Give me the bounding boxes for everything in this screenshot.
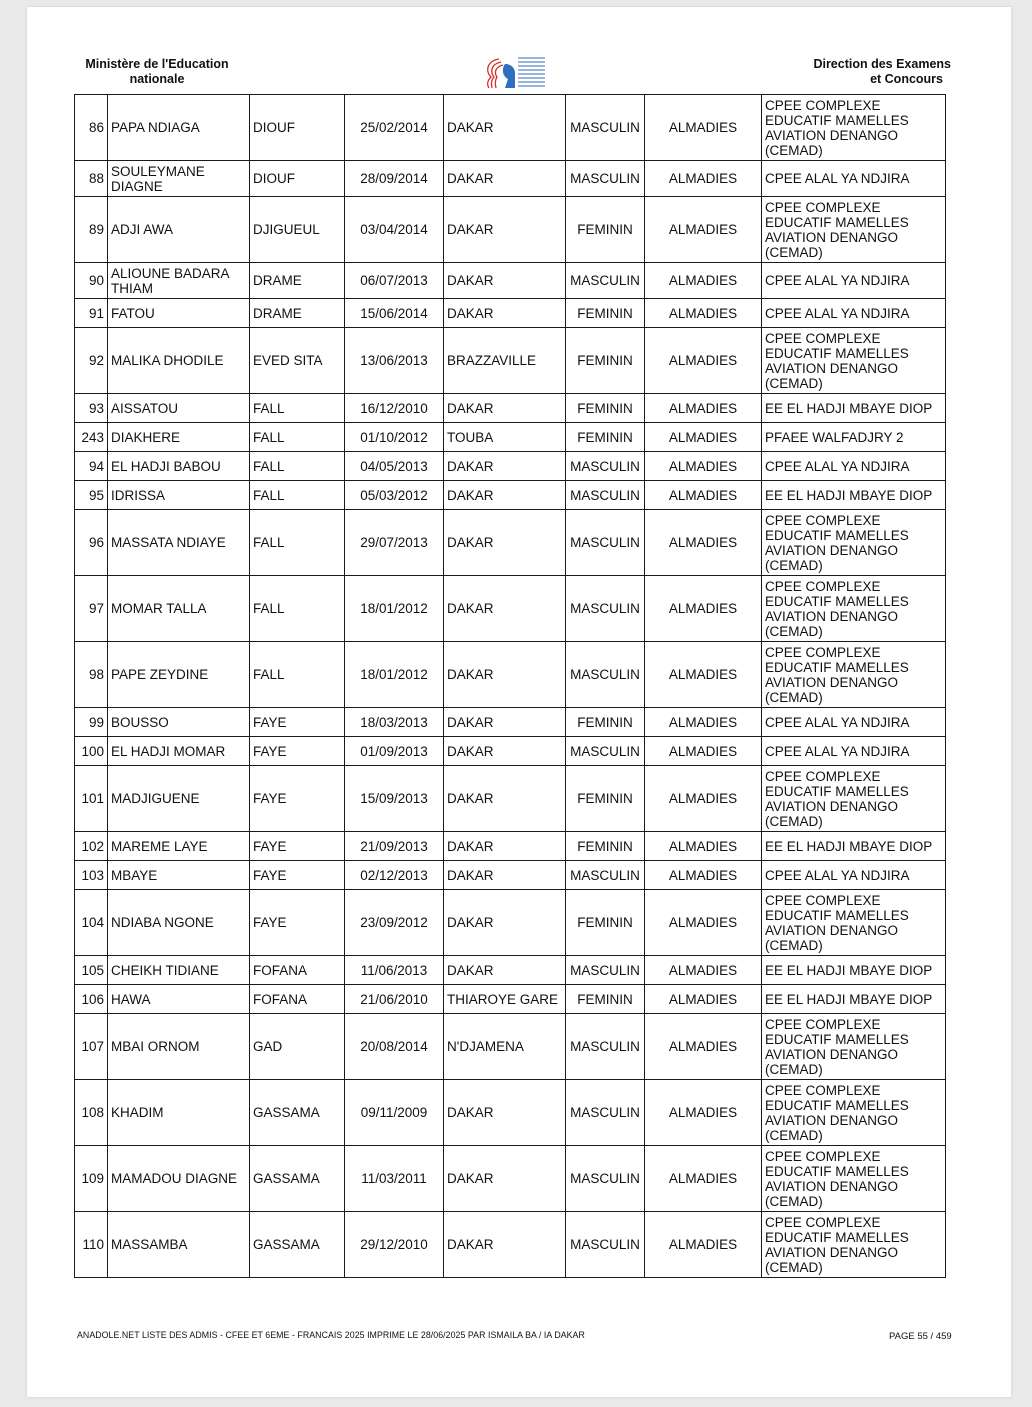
exam-center-cell: ALMADIES — [645, 890, 762, 956]
birth-place-cell: DAKAR — [444, 956, 566, 985]
sex-cell: FEMININ — [566, 766, 645, 832]
school-cell: CPEE COMPLEXE EDUCATIF MAMELLES AVIATION DENANGO (CEMAD) — [762, 1014, 946, 1080]
sex-cell: MASCULIN — [566, 861, 645, 890]
school-cell: CPEE COMPLEXE EDUCATIF MAMELLES AVIATION DENANGO (CEMAD) — [762, 1146, 946, 1212]
row-number: 100 — [75, 737, 108, 766]
first-name-cell: PAPE ZEYDINE — [108, 642, 250, 708]
table-row — [75, 861, 946, 890]
first-name-cell: MAREME LAYE — [108, 832, 250, 861]
exam-center-cell: ALMADIES — [645, 1212, 762, 1278]
exam-center-cell: ALMADIES — [645, 197, 762, 263]
exam-center-cell: ALMADIES — [645, 423, 762, 452]
last-name-cell: GAD — [250, 1014, 345, 1080]
exam-center-cell: ALMADIES — [645, 481, 762, 510]
birth-date-cell: 21/09/2013 — [345, 832, 444, 861]
birth-date-cell: 09/11/2009 — [345, 1080, 444, 1146]
exam-center-cell: ALMADIES — [645, 576, 762, 642]
exam-center-cell: ALMADIES — [645, 510, 762, 576]
first-name-cell: SOULEYMANE DIAGNE — [108, 161, 250, 197]
last-name-cell: FALL — [250, 394, 345, 423]
last-name-cell: FAYE — [250, 861, 345, 890]
row-number: 243 — [75, 423, 108, 452]
document-page — [27, 7, 1011, 1397]
birth-place-cell: DAKAR — [444, 197, 566, 263]
table-row — [75, 452, 946, 481]
first-name-cell: KHADIM — [108, 1080, 250, 1146]
table-row — [75, 95, 946, 161]
birth-place-cell: THIAROYE GARE — [444, 985, 566, 1014]
row-number: 104 — [75, 890, 108, 956]
row-number: 106 — [75, 985, 108, 1014]
sex-cell: MASCULIN — [566, 642, 645, 708]
page-number: PAGE 55 / 459 — [889, 1331, 952, 1342]
sex-cell: MASCULIN — [566, 1212, 645, 1278]
school-cell: CPEE ALAL YA NDJIRA — [762, 708, 946, 737]
birth-date-cell: 28/09/2014 — [345, 161, 444, 197]
row-number: 94 — [75, 452, 108, 481]
table-row — [75, 890, 946, 956]
birth-date-cell: 29/07/2013 — [345, 510, 444, 576]
birth-date-cell: 01/09/2013 — [345, 737, 444, 766]
last-name-cell: DRAME — [250, 299, 345, 328]
table-row — [75, 328, 946, 394]
row-number: 103 — [75, 861, 108, 890]
table-row — [75, 832, 946, 861]
birth-place-cell: DAKAR — [444, 263, 566, 299]
row-number: 92 — [75, 328, 108, 394]
birth-date-cell: 02/12/2013 — [345, 861, 444, 890]
birth-place-cell: DAKAR — [444, 708, 566, 737]
exam-center-cell: ALMADIES — [645, 766, 762, 832]
birth-date-cell: 29/12/2010 — [345, 1212, 444, 1278]
sex-cell: FEMININ — [566, 328, 645, 394]
row-number: 107 — [75, 1014, 108, 1080]
table-row — [75, 394, 946, 423]
row-number: 105 — [75, 956, 108, 985]
table-row — [75, 1080, 946, 1146]
school-cell: CPEE ALAL YA NDJIRA — [762, 263, 946, 299]
birth-place-cell: BRAZZAVILLE — [444, 328, 566, 394]
footer-note: ANADOLE.NET LISTE DES ADMIS - CFEE ET 6EME - FRANCAIS 2025 IMPRIME LE 28/06/2025 PAR ISMAILA BA / IA DAKAR — [77, 1330, 585, 1340]
last-name-cell: FOFANA — [250, 956, 345, 985]
last-name-cell: DJIGUEUL — [250, 197, 345, 263]
row-number: 101 — [75, 766, 108, 832]
exam-center-cell: ALMADIES — [645, 95, 762, 161]
last-name-cell: FAYE — [250, 766, 345, 832]
birth-place-cell: DAKAR — [444, 576, 566, 642]
sex-cell: FEMININ — [566, 985, 645, 1014]
table-row — [75, 510, 946, 576]
school-cell: CPEE ALAL YA NDJIRA — [762, 299, 946, 328]
sex-cell: FEMININ — [566, 394, 645, 423]
last-name-cell: FALL — [250, 576, 345, 642]
row-number: 95 — [75, 481, 108, 510]
birth-date-cell: 11/03/2011 — [345, 1146, 444, 1212]
last-name-cell: FOFANA — [250, 985, 345, 1014]
first-name-cell: PAPA NDIAGA — [108, 95, 250, 161]
first-name-cell: MBAI ORNOM — [108, 1014, 250, 1080]
last-name-cell: DIOUF — [250, 95, 345, 161]
sex-cell: MASCULIN — [566, 263, 645, 299]
school-cell: CPEE COMPLEXE EDUCATIF MAMELLES AVIATION DENANGO (CEMAD) — [762, 197, 946, 263]
last-name-cell: FALL — [250, 481, 345, 510]
first-name-cell: CHEIKH TIDIANE — [108, 956, 250, 985]
table-row — [75, 1212, 946, 1278]
birth-place-cell: DAKAR — [444, 161, 566, 197]
last-name-cell: FALL — [250, 642, 345, 708]
first-name-cell: MOMAR TALLA — [108, 576, 250, 642]
last-name-cell: FALL — [250, 452, 345, 481]
exam-center-cell: ALMADIES — [645, 737, 762, 766]
birth-date-cell: 03/04/2014 — [345, 197, 444, 263]
birth-place-cell: DAKAR — [444, 299, 566, 328]
school-cell: PFAEE WALFADJRY 2 — [762, 423, 946, 452]
sex-cell: FEMININ — [566, 890, 645, 956]
last-name-cell: FAYE — [250, 832, 345, 861]
last-name-cell: FAYE — [250, 708, 345, 737]
first-name-cell: HAWA — [108, 985, 250, 1014]
birth-date-cell: 05/03/2012 — [345, 481, 444, 510]
last-name-cell: FALL — [250, 423, 345, 452]
first-name-cell: MADJIGUENE — [108, 766, 250, 832]
birth-date-cell: 06/07/2013 — [345, 263, 444, 299]
sex-cell: MASCULIN — [566, 956, 645, 985]
table-row — [75, 737, 946, 766]
row-number: 99 — [75, 708, 108, 737]
first-name-cell: MAMADOU DIAGNE — [108, 1146, 250, 1212]
sex-cell: MASCULIN — [566, 1080, 645, 1146]
table-row — [75, 299, 946, 328]
birth-place-cell: DAKAR — [444, 861, 566, 890]
first-name-cell: AISSATOU — [108, 394, 250, 423]
birth-date-cell: 25/02/2014 — [345, 95, 444, 161]
birth-date-cell: 16/12/2010 — [345, 394, 444, 423]
sex-cell: FEMININ — [566, 832, 645, 861]
birth-place-cell: DAKAR — [444, 481, 566, 510]
school-cell: EE EL HADJI MBAYE DIOP — [762, 481, 946, 510]
school-cell: CPEE COMPLEXE EDUCATIF MAMELLES AVIATION DENANGO (CEMAD) — [762, 576, 946, 642]
school-cell: CPEE COMPLEXE EDUCATIF MAMELLES AVIATION DENANGO (CEMAD) — [762, 95, 946, 161]
school-cell: CPEE COMPLEXE EDUCATIF MAMELLES AVIATION DENANGO (CEMAD) — [762, 328, 946, 394]
exam-center-cell: ALMADIES — [645, 956, 762, 985]
school-cell: EE EL HADJI MBAYE DIOP — [762, 832, 946, 861]
birth-place-cell: TOUBA — [444, 423, 566, 452]
sex-cell: FEMININ — [566, 423, 645, 452]
exam-center-cell: ALMADIES — [645, 263, 762, 299]
row-number: 93 — [75, 394, 108, 423]
row-number: 91 — [75, 299, 108, 328]
row-number: 109 — [75, 1146, 108, 1212]
exam-center-cell: ALMADIES — [645, 861, 762, 890]
table-row — [75, 956, 946, 985]
birth-place-cell: N'DJAMENA — [444, 1014, 566, 1080]
sex-cell: MASCULIN — [566, 481, 645, 510]
exam-center-cell: ALMADIES — [645, 452, 762, 481]
first-name-cell: DIAKHERE — [108, 423, 250, 452]
first-name-cell: MALIKA DHODILE — [108, 328, 250, 394]
first-name-cell: ALIOUNE BADARA THIAM — [108, 263, 250, 299]
sex-cell: MASCULIN — [566, 510, 645, 576]
row-number: 97 — [75, 576, 108, 642]
first-name-cell: MASSAMBA — [108, 1212, 250, 1278]
row-number: 89 — [75, 197, 108, 263]
school-cell: EE EL HADJI MBAYE DIOP — [762, 985, 946, 1014]
table-row — [75, 161, 946, 197]
birth-date-cell: 04/05/2013 — [345, 452, 444, 481]
school-cell: CPEE COMPLEXE EDUCATIF MAMELLES AVIATION DENANGO (CEMAD) — [762, 1212, 946, 1278]
last-name-cell: GASSAMA — [250, 1212, 345, 1278]
school-cell: CPEE COMPLEXE EDUCATIF MAMELLES AVIATION DENANGO (CEMAD) — [762, 890, 946, 956]
exam-center-cell: ALMADIES — [645, 985, 762, 1014]
direction-title — [751, 57, 951, 87]
table-row — [75, 1146, 946, 1212]
birth-date-cell: 20/08/2014 — [345, 1014, 444, 1080]
first-name-cell: MASSATA NDIAYE — [108, 510, 250, 576]
direction-title-line1: Direction des Examens — [813, 57, 951, 71]
exam-center-cell: ALMADIES — [645, 394, 762, 423]
school-cell: CPEE COMPLEXE EDUCATIF MAMELLES AVIATION DENANGO (CEMAD) — [762, 510, 946, 576]
table-row — [75, 985, 946, 1014]
table-row — [75, 197, 946, 263]
sex-cell: MASCULIN — [566, 452, 645, 481]
sex-cell: MASCULIN — [566, 1014, 645, 1080]
exam-center-cell: ALMADIES — [645, 161, 762, 197]
ministry-logo-icon — [479, 55, 549, 89]
sex-cell: FEMININ — [566, 197, 645, 263]
birth-place-cell: DAKAR — [444, 95, 566, 161]
birth-place-cell: DAKAR — [444, 452, 566, 481]
first-name-cell: EL HADJI MOMAR — [108, 737, 250, 766]
table-row — [75, 708, 946, 737]
birth-date-cell: 18/01/2012 — [345, 642, 444, 708]
exam-center-cell: ALMADIES — [645, 328, 762, 394]
row-number: 88 — [75, 161, 108, 197]
first-name-cell: BOUSSO — [108, 708, 250, 737]
table-row — [75, 766, 946, 832]
sex-cell: FEMININ — [566, 708, 645, 737]
first-name-cell: MBAYE — [108, 861, 250, 890]
school-cell: EE EL HADJI MBAYE DIOP — [762, 956, 946, 985]
ministry-title-line2: nationale — [129, 72, 185, 86]
birth-place-cell: DAKAR — [444, 766, 566, 832]
row-number: 86 — [75, 95, 108, 161]
birth-date-cell: 15/06/2014 — [345, 299, 444, 328]
birth-date-cell: 01/10/2012 — [345, 423, 444, 452]
row-number: 96 — [75, 510, 108, 576]
school-cell: CPEE ALAL YA NDJIRA — [762, 861, 946, 890]
last-name-cell: DIOUF — [250, 161, 345, 197]
last-name-cell: FAYE — [250, 890, 345, 956]
birth-place-cell: DAKAR — [444, 737, 566, 766]
birth-place-cell: DAKAR — [444, 642, 566, 708]
last-name-cell: EVED SITA — [250, 328, 345, 394]
table-row — [75, 481, 946, 510]
birth-place-cell: DAKAR — [444, 1080, 566, 1146]
row-number: 98 — [75, 642, 108, 708]
school-cell: CPEE ALAL YA NDJIRA — [762, 161, 946, 197]
exam-center-cell: ALMADIES — [645, 1146, 762, 1212]
birth-date-cell: 18/01/2012 — [345, 576, 444, 642]
admis-table — [74, 94, 946, 1278]
birth-date-cell: 21/06/2010 — [345, 985, 444, 1014]
school-cell: CPEE COMPLEXE EDUCATIF MAMELLES AVIATION DENANGO (CEMAD) — [762, 642, 946, 708]
first-name-cell: NDIABA NGONE — [108, 890, 250, 956]
exam-center-cell: ALMADIES — [645, 832, 762, 861]
sex-cell: MASCULIN — [566, 737, 645, 766]
row-number: 102 — [75, 832, 108, 861]
school-cell: CPEE ALAL YA NDJIRA — [762, 737, 946, 766]
exam-center-cell: ALMADIES — [645, 299, 762, 328]
table-row — [75, 576, 946, 642]
last-name-cell: FAYE — [250, 737, 345, 766]
ministry-title-line1: Ministère de l'Education — [85, 57, 229, 71]
birth-place-cell: DAKAR — [444, 394, 566, 423]
direction-title-line2: et Concours — [870, 72, 943, 86]
school-cell: CPEE ALAL YA NDJIRA — [762, 452, 946, 481]
last-name-cell: GASSAMA — [250, 1146, 345, 1212]
sex-cell: MASCULIN — [566, 576, 645, 642]
sex-cell: FEMININ — [566, 299, 645, 328]
last-name-cell: GASSAMA — [250, 1080, 345, 1146]
birth-date-cell: 18/03/2013 — [345, 708, 444, 737]
table-row — [75, 1014, 946, 1080]
school-cell: EE EL HADJI MBAYE DIOP — [762, 394, 946, 423]
school-cell: CPEE COMPLEXE EDUCATIF MAMELLES AVIATION DENANGO (CEMAD) — [762, 766, 946, 832]
birth-date-cell: 11/06/2013 — [345, 956, 444, 985]
row-number: 90 — [75, 263, 108, 299]
table-body — [75, 95, 946, 1278]
birth-place-cell: DAKAR — [444, 1212, 566, 1278]
birth-date-cell: 23/09/2012 — [345, 890, 444, 956]
table-row — [75, 263, 946, 299]
birth-place-cell: DAKAR — [444, 1146, 566, 1212]
birth-date-cell: 15/09/2013 — [345, 766, 444, 832]
exam-center-cell: ALMADIES — [645, 708, 762, 737]
exam-center-cell: ALMADIES — [645, 642, 762, 708]
exam-center-cell: ALMADIES — [645, 1014, 762, 1080]
exam-center-cell: ALMADIES — [645, 1080, 762, 1146]
ministry-title — [67, 57, 247, 87]
first-name-cell: EL HADJI BABOU — [108, 452, 250, 481]
birth-place-cell: DAKAR — [444, 890, 566, 956]
last-name-cell: FALL — [250, 510, 345, 576]
sex-cell: MASCULIN — [566, 95, 645, 161]
row-number: 108 — [75, 1080, 108, 1146]
birth-place-cell: DAKAR — [444, 832, 566, 861]
first-name-cell: FATOU — [108, 299, 250, 328]
school-cell: CPEE COMPLEXE EDUCATIF MAMELLES AVIATION DENANGO (CEMAD) — [762, 1080, 946, 1146]
table-row — [75, 642, 946, 708]
row-number: 110 — [75, 1212, 108, 1278]
birth-date-cell: 13/06/2013 — [345, 328, 444, 394]
birth-place-cell: DAKAR — [444, 510, 566, 576]
sex-cell: MASCULIN — [566, 1146, 645, 1212]
table-row — [75, 423, 946, 452]
sex-cell: MASCULIN — [566, 161, 645, 197]
first-name-cell: ADJI AWA — [108, 197, 250, 263]
last-name-cell: DRAME — [250, 263, 345, 299]
first-name-cell: IDRISSA — [108, 481, 250, 510]
